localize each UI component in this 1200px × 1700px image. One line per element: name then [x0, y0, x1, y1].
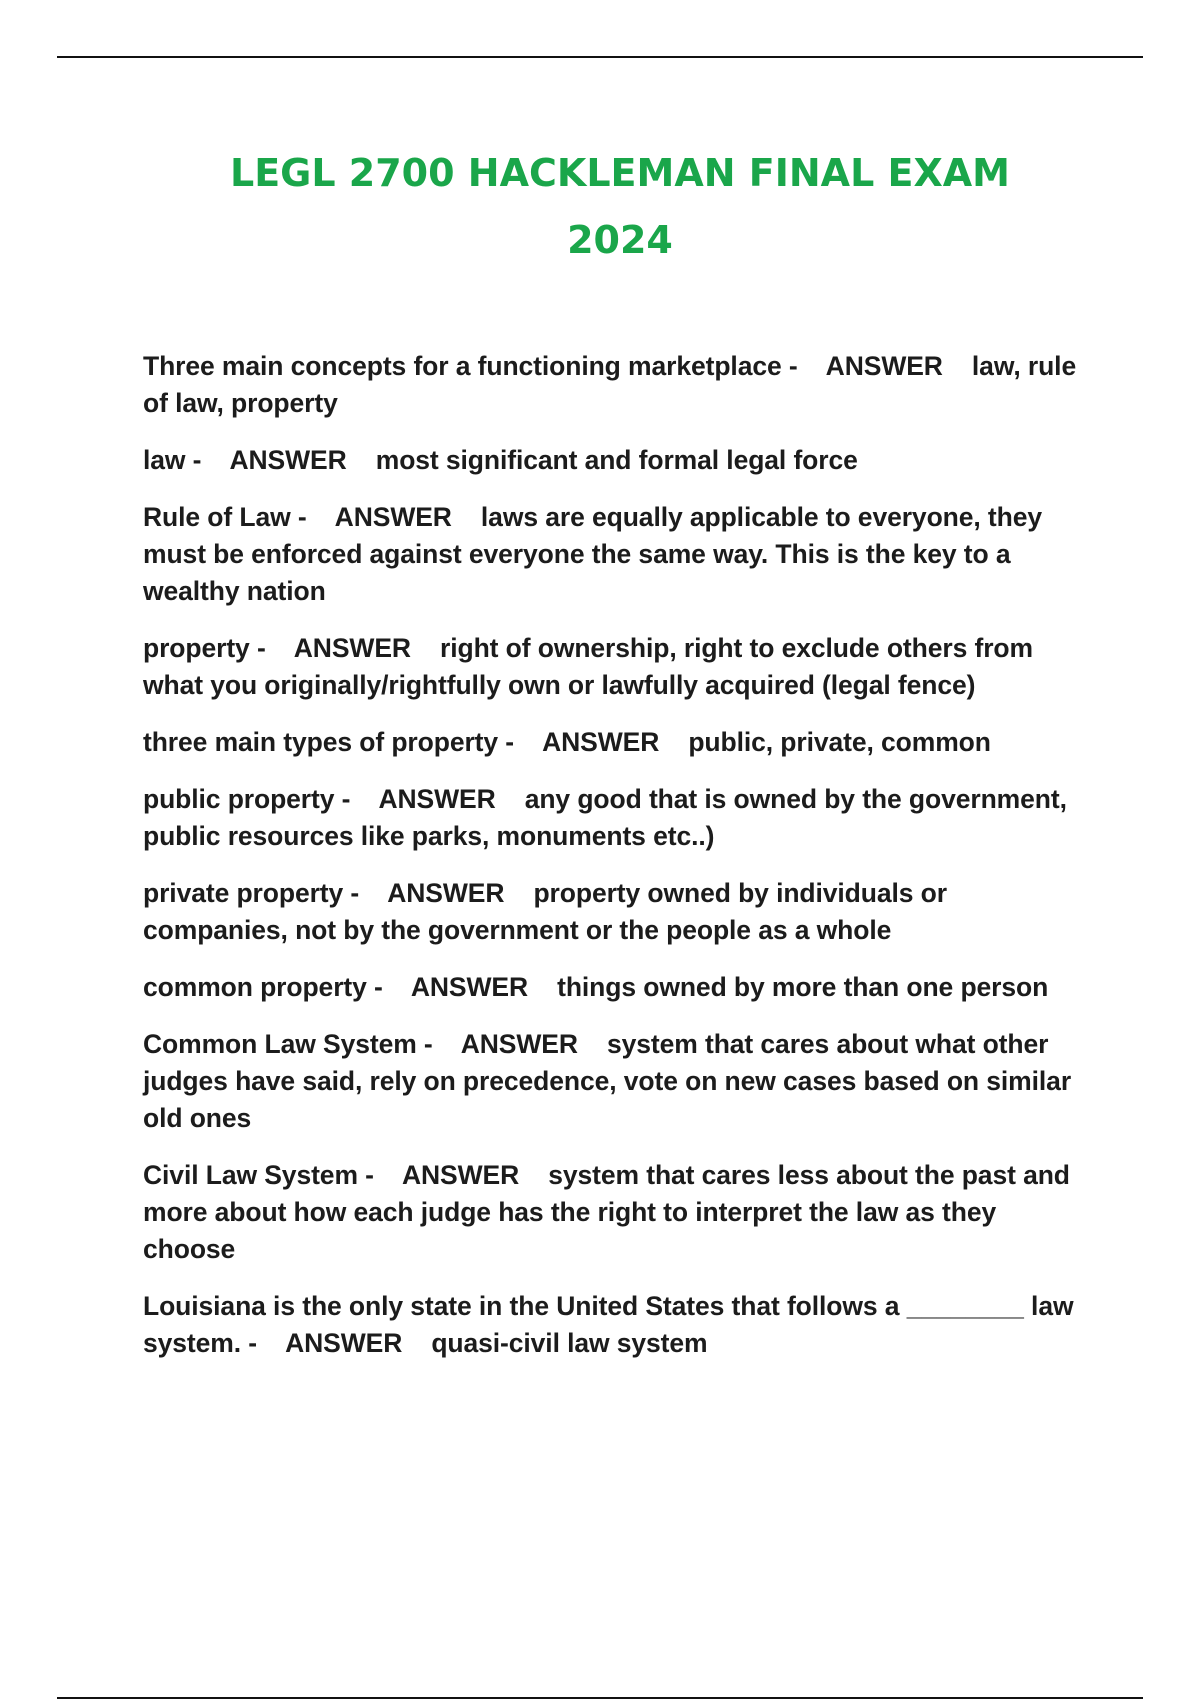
title-line-1: LEGL 2700 HACKLEMAN FINAL EXAM: [229, 151, 1010, 195]
separator: [659, 727, 688, 757]
question-text: Rule of Law: [143, 502, 291, 532]
separator: -: [357, 1160, 402, 1190]
question-text: Common Law System: [143, 1029, 417, 1059]
question-text: Civil Law System: [143, 1160, 358, 1190]
answer-text: any good that is owned by the government, public resources like parks, monuments etc..): [143, 784, 1067, 851]
bottom-rule: [57, 1697, 1143, 1699]
separator: -: [185, 445, 230, 475]
top-rule: [57, 56, 1143, 58]
separator: [504, 878, 533, 908]
qa-item: [143, 724, 1088, 761]
question-text: private property: [143, 878, 344, 908]
separator: -: [416, 1029, 461, 1059]
answer-label: ANSWER: [825, 351, 943, 381]
separator: -: [334, 784, 379, 814]
answer-label: ANSWER: [401, 1160, 520, 1190]
answer-text: law, rule of law, property: [143, 351, 1077, 418]
separator: [528, 972, 557, 1002]
answer-text: right of ownership, right to exclude others from what you originally/rightfully own or lawfully acquired (legal fence): [143, 633, 1033, 700]
answer-text: public, private, common: [688, 727, 991, 757]
answer-label: ANSWER: [378, 784, 496, 814]
answer-text: most significant and formal legal force: [375, 445, 858, 475]
separator: -: [498, 727, 543, 757]
answer-text: quasi-civil law system: [431, 1328, 708, 1358]
answer-text: things owned by more than one person: [557, 972, 1049, 1002]
question-text: Louisiana is the only state in the United States that follows a ________ law system.: [143, 1291, 1074, 1358]
qa-item: [143, 442, 1088, 479]
separator: -: [241, 1328, 286, 1358]
question-text: law: [143, 445, 186, 475]
separator: [411, 633, 440, 663]
answer-text: system that cares about what other judges have said, rely on precedence, vote on new cases based on similar old ones: [143, 1029, 1072, 1133]
answer-label: ANSWER: [542, 727, 660, 757]
qa-item: [143, 1288, 1088, 1362]
answer-label: ANSWER: [285, 1328, 403, 1358]
question-text: three main types of property: [143, 727, 499, 757]
qa-item: [143, 875, 1088, 949]
separator: -: [781, 351, 826, 381]
answer-label: ANSWER: [410, 972, 529, 1002]
separator: [519, 1160, 548, 1190]
question-text: common property: [143, 972, 367, 1002]
qa-item: [143, 630, 1088, 704]
qa-item: [143, 348, 1088, 422]
answer-label: ANSWER: [293, 633, 411, 663]
separator: -: [343, 878, 388, 908]
separator: [452, 502, 481, 532]
separator: [943, 351, 972, 381]
qa-item: [143, 781, 1088, 855]
qa-item: [143, 499, 1088, 610]
question-text: Three main concepts for a functioning marketplace: [143, 351, 782, 381]
answer-text: laws are equally applicable to everyone, they must be enforced against everyone the same way. This is the key to a wealthy nation: [143, 502, 1042, 606]
qa-item: [143, 969, 1088, 1006]
separator: [496, 784, 525, 814]
question-text: public property: [143, 784, 335, 814]
answer-label: ANSWER: [460, 1029, 578, 1059]
qa-list: [143, 348, 1088, 1382]
answer-text: property owned by individuals or companies, not by the government or the people as a whole: [143, 878, 947, 945]
document-title: [150, 140, 1090, 274]
answer-label: ANSWER: [334, 502, 452, 532]
separator: [347, 445, 376, 475]
answer-label: ANSWER: [387, 878, 505, 908]
qa-item: [143, 1026, 1088, 1137]
answer-label: ANSWER: [229, 445, 347, 475]
question-text: property: [143, 633, 250, 663]
answer-text: system that cares less about the past and more about how each judge has the right to interpret the law as they choose: [143, 1160, 1070, 1264]
separator: -: [290, 502, 335, 532]
qa-item: [143, 1157, 1088, 1268]
separator: -: [366, 972, 411, 1002]
separator: -: [249, 633, 294, 663]
separator: [402, 1328, 431, 1358]
title-line-2: 2024: [567, 218, 673, 262]
separator: [578, 1029, 607, 1059]
